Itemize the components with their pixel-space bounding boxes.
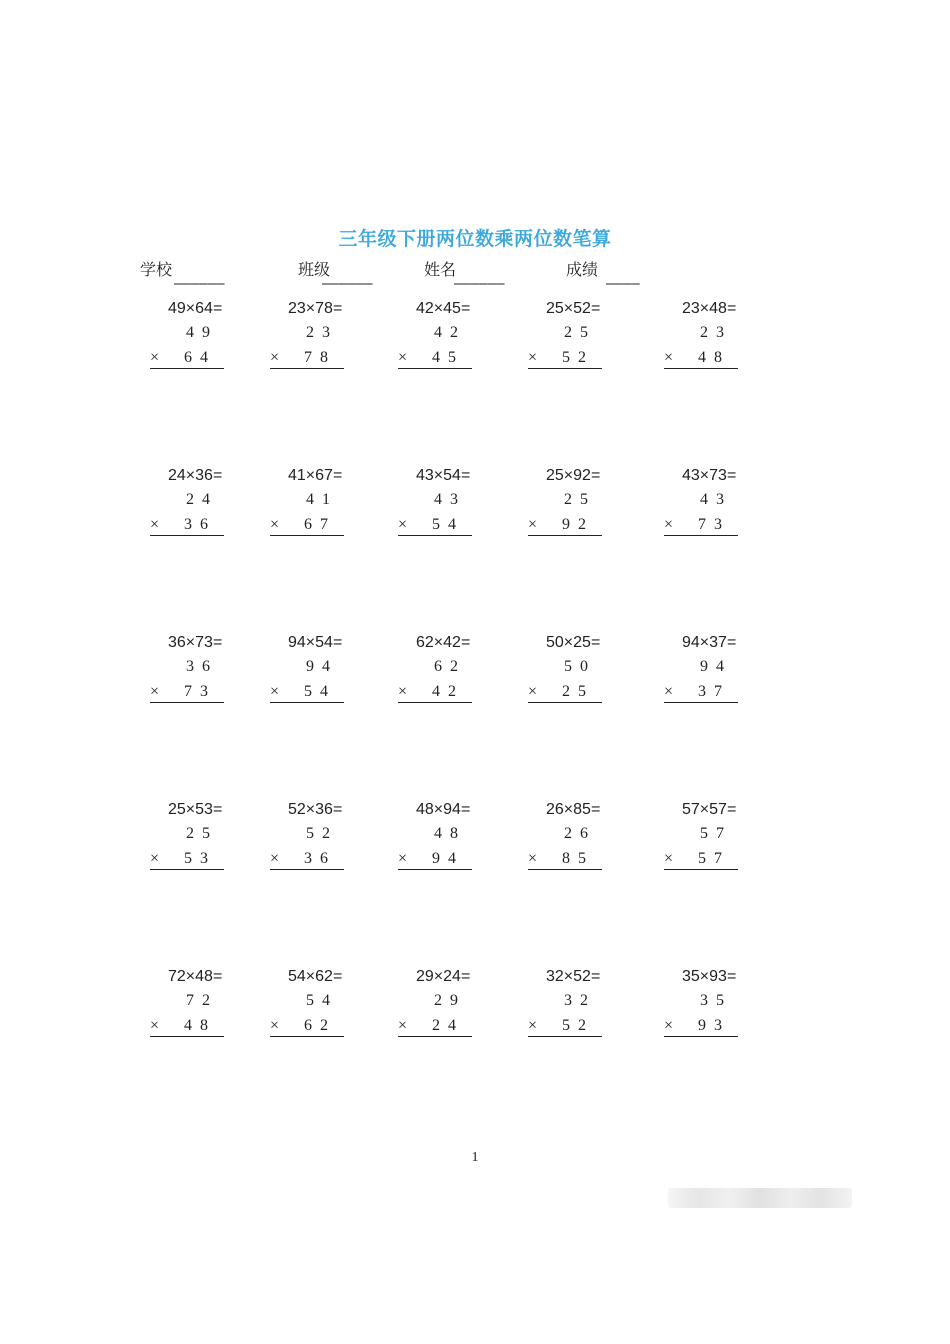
problem-multiplicand: 2 5 — [564, 491, 590, 508]
problem-multiplier: 6 7 — [304, 516, 330, 533]
times-sign: × — [398, 516, 410, 533]
problem-equation: 35×93= — [682, 968, 737, 985]
problem — [398, 634, 508, 710]
name-label: 姓名 — [424, 260, 457, 279]
problem-equation: 25×52= — [546, 300, 601, 317]
problem-multiplicand: 4 3 — [434, 491, 460, 508]
problem-multiplier-line — [270, 849, 344, 870]
problem-multiplier: 5 3 — [184, 850, 210, 867]
problem-multiplicand: 2 9 — [434, 992, 460, 1009]
problem-equation: 36×73= — [168, 634, 223, 651]
problem-multiplier-line — [528, 515, 602, 536]
problem-equation: 24×36= — [168, 467, 223, 484]
problem — [150, 467, 260, 543]
problem-multiplier: 3 7 — [698, 683, 724, 700]
times-sign: × — [150, 1017, 162, 1034]
problem-multiplier: 7 8 — [304, 349, 330, 366]
times-sign: × — [270, 349, 282, 366]
times-sign: × — [398, 850, 410, 867]
problem-multiplier-line — [270, 1016, 344, 1037]
times-sign: × — [270, 516, 282, 533]
problem-multiplier-line — [528, 1016, 602, 1037]
class-blank[interactable]: —————— — [322, 276, 373, 292]
problem-multiplicand: 2 3 — [700, 324, 726, 341]
problem-multiplier: 5 4 — [432, 516, 458, 533]
problem-multiplicand: 5 0 — [564, 658, 590, 675]
problem-equation: 49×64= — [168, 300, 223, 317]
problem-multiplier-line — [150, 348, 224, 369]
problem-multiplier: 5 4 — [304, 683, 330, 700]
problem-multiplicand: 2 5 — [186, 825, 212, 842]
school-blank[interactable]: —————— — [174, 276, 225, 292]
problem-equation: 94×37= — [682, 634, 737, 651]
problem-multiplicand: 2 3 — [306, 324, 332, 341]
times-sign: × — [150, 850, 162, 867]
problem-multiplier-line — [664, 849, 738, 870]
problem-multiplicand: 5 4 — [306, 992, 332, 1009]
times-sign: × — [270, 850, 282, 867]
problem-multiplier-line — [150, 515, 224, 536]
problem-multiplicand: 4 2 — [434, 324, 460, 341]
problem — [664, 467, 774, 543]
problem-equation: 25×53= — [168, 801, 223, 818]
times-sign: × — [664, 1017, 676, 1034]
times-sign: × — [398, 683, 410, 700]
times-sign: × — [150, 349, 162, 366]
problem-multiplier-line — [270, 348, 344, 369]
times-sign: × — [398, 349, 410, 366]
problem-multiplier: 6 4 — [184, 349, 210, 366]
problem-equation: 32×52= — [546, 968, 601, 985]
problem-multiplicand: 4 1 — [306, 491, 332, 508]
problem — [150, 968, 260, 1044]
problem-multiplicand: 9 4 — [306, 658, 332, 675]
problem-multiplier: 4 8 — [698, 349, 724, 366]
problem-multiplicand: 6 2 — [434, 658, 460, 675]
times-sign: × — [664, 516, 676, 533]
problem-multiplier-line — [270, 515, 344, 536]
problem — [270, 300, 380, 376]
problem-multiplier: 2 5 — [562, 683, 588, 700]
problem-multiplier-line — [664, 682, 738, 703]
problem — [664, 801, 774, 877]
problem-multiplier-line — [398, 348, 472, 369]
times-sign: × — [664, 850, 676, 867]
times-sign: × — [150, 516, 162, 533]
problem-multiplier-line — [528, 849, 602, 870]
problem — [398, 968, 508, 1044]
problem-equation: 54×62= — [288, 968, 343, 985]
problem — [664, 968, 774, 1044]
problem-equation: 43×54= — [416, 467, 471, 484]
problem — [664, 300, 774, 376]
problem-multiplier-line — [398, 849, 472, 870]
problem-multiplier: 5 2 — [562, 1017, 588, 1034]
problem-equation: 52×36= — [288, 801, 343, 818]
watermark-blur — [668, 1188, 852, 1208]
problem — [150, 634, 260, 710]
problem-equation: 42×45= — [416, 300, 471, 317]
problem-multiplier: 4 8 — [184, 1017, 210, 1034]
problem-multiplier-line — [398, 1016, 472, 1037]
problem-multiplicand: 3 2 — [564, 992, 590, 1009]
problem-multiplicand: 3 6 — [186, 658, 212, 675]
problem — [528, 801, 638, 877]
problem-multiplier: 4 5 — [432, 349, 458, 366]
problem — [528, 467, 638, 543]
problem-multiplier: 9 4 — [432, 850, 458, 867]
problem-equation: 43×73= — [682, 467, 737, 484]
problem — [270, 634, 380, 710]
problem-equation: 25×92= — [546, 467, 601, 484]
problem — [528, 634, 638, 710]
school-label: 学校 — [140, 260, 173, 279]
problem-equation: 41×67= — [288, 467, 343, 484]
problem-multiplier: 2 4 — [432, 1017, 458, 1034]
problem-multiplier-line — [270, 682, 344, 703]
problem-multiplier-line — [528, 348, 602, 369]
problem — [270, 467, 380, 543]
problem-multiplicand: 2 5 — [564, 324, 590, 341]
page-number: 1 — [471, 1150, 479, 1165]
problem-multiplier: 5 2 — [562, 349, 588, 366]
problem-multiplicand: 4 8 — [434, 825, 460, 842]
problem-multiplier: 3 6 — [304, 850, 330, 867]
times-sign: × — [528, 349, 540, 366]
problem-equation: 26×85= — [546, 801, 601, 818]
problem-multiplicand: 5 7 — [700, 825, 726, 842]
problem-multiplier-line — [528, 682, 602, 703]
problem-multiplier-line — [150, 682, 224, 703]
problem-multiplicand: 5 2 — [306, 825, 332, 842]
times-sign: × — [664, 683, 676, 700]
problem — [398, 467, 508, 543]
times-sign: × — [270, 683, 282, 700]
problem-multiplier-line — [664, 1016, 738, 1037]
problem-equation: 94×54= — [288, 634, 343, 651]
problem-equation: 23×48= — [682, 300, 737, 317]
problem-multiplier: 9 3 — [698, 1017, 724, 1034]
times-sign: × — [398, 1017, 410, 1034]
problem-multiplicand: 3 5 — [700, 992, 726, 1009]
problem-multiplicand: 9 4 — [700, 658, 726, 675]
problem-multiplier-line — [664, 348, 738, 369]
times-sign: × — [528, 516, 540, 533]
score-blank[interactable]: ———— — [606, 276, 640, 292]
problem-multiplier: 3 6 — [184, 516, 210, 533]
name-blank[interactable]: —————— — [454, 276, 505, 292]
problem-multiplier-line — [664, 515, 738, 536]
problem-multiplier: 7 3 — [698, 516, 724, 533]
problem — [150, 300, 260, 376]
score-label: 成绩 — [566, 260, 599, 279]
problem — [270, 968, 380, 1044]
problem-equation: 50×25= — [546, 634, 601, 651]
problem — [528, 968, 638, 1044]
problem-multiplier: 7 3 — [184, 683, 210, 700]
times-sign: × — [528, 850, 540, 867]
problem-multiplier: 6 2 — [304, 1017, 330, 1034]
problem — [528, 300, 638, 376]
problem-multiplicand: 7 2 — [186, 992, 212, 1009]
times-sign: × — [664, 349, 676, 366]
problem-equation: 48×94= — [416, 801, 471, 818]
class-label: 班级 — [298, 260, 331, 279]
problem-multiplier: 9 2 — [562, 516, 588, 533]
problem-multiplier-line — [398, 515, 472, 536]
problem-multiplier: 8 5 — [562, 850, 588, 867]
page-title: 三年级下册两位数乘两位数笔算 — [338, 228, 612, 250]
times-sign: × — [528, 683, 540, 700]
problem-equation: 62×42= — [416, 634, 471, 651]
times-sign: × — [528, 1017, 540, 1034]
problem-multiplier-line — [398, 682, 472, 703]
problem-equation: 23×78= — [288, 300, 343, 317]
problem-multiplicand: 2 4 — [186, 491, 212, 508]
problem-multiplicand: 4 3 — [700, 491, 726, 508]
problem-multiplier-line — [150, 849, 224, 870]
times-sign: × — [270, 1017, 282, 1034]
problem-equation: 57×57= — [682, 801, 737, 818]
problem — [150, 801, 260, 877]
problem-equation: 29×24= — [416, 968, 471, 985]
times-sign: × — [150, 683, 162, 700]
problem — [664, 634, 774, 710]
problem-multiplicand: 2 6 — [564, 825, 590, 842]
problem-multiplier: 4 2 — [432, 683, 458, 700]
problem-equation: 72×48= — [168, 968, 223, 985]
problem — [270, 801, 380, 877]
problem-multiplicand: 4 9 — [186, 324, 212, 341]
problem-multiplier-line — [150, 1016, 224, 1037]
problem — [398, 801, 508, 877]
problem-multiplier: 5 7 — [698, 850, 724, 867]
problem — [398, 300, 508, 376]
